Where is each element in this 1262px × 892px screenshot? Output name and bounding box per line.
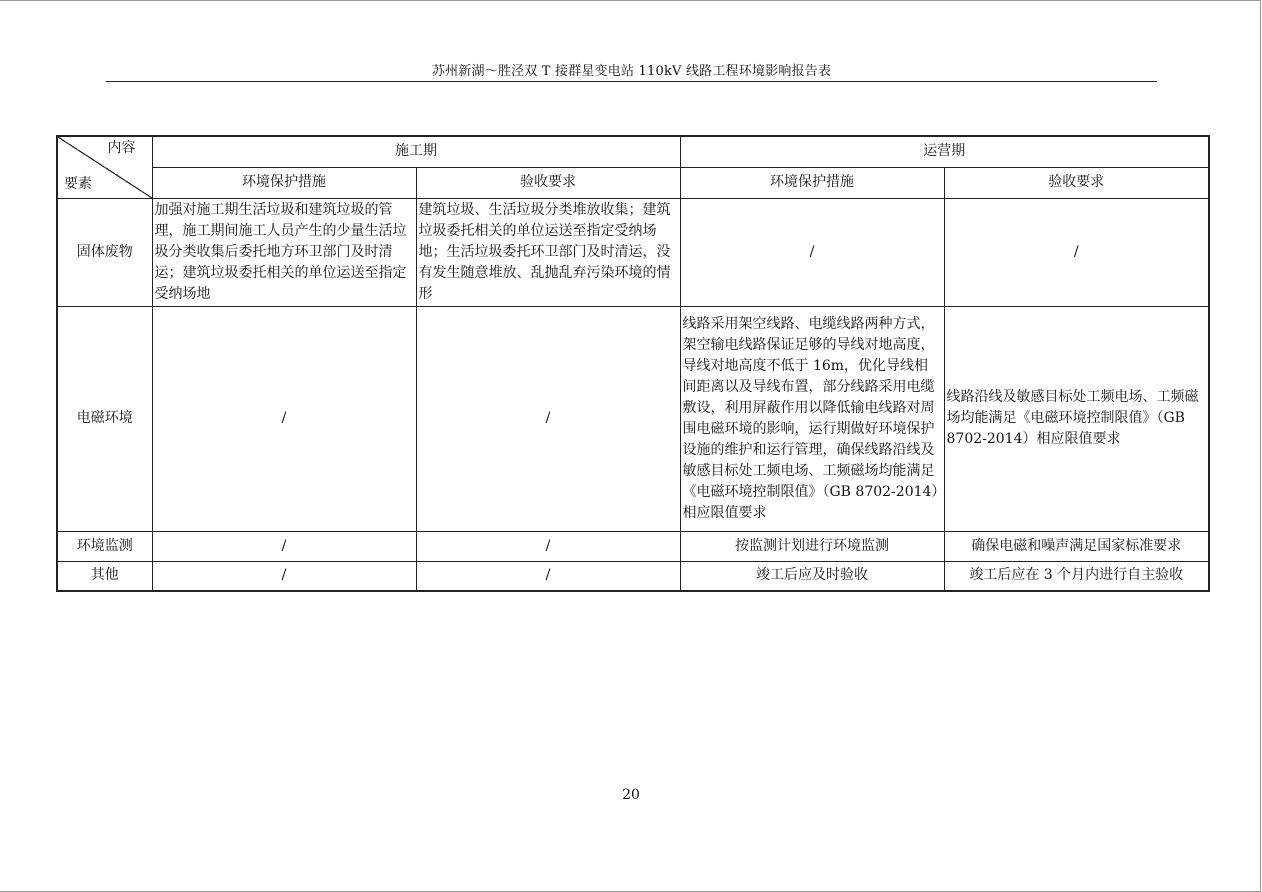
subheader-operation-acceptance: 验收要求 (944, 167, 1209, 198)
table-cell: 线路沿线及敏感目标处工频电场、工频磁场均能满足《电磁环境控制限值》（GB 8702-2014）相应限值要求 (944, 306, 1209, 531)
group-header-operation: 运营期 (680, 136, 1209, 167)
table-cell: 加强对施工期生活垃圾和建筑垃圾的管理，施工期间施工人员产生的少量生活垃圾分类收集后委托地方环卫部门及时清运；建筑垃圾委托相关的单位运送至指定受纳场地 (152, 198, 416, 306)
row-label: 电磁环境 (57, 306, 152, 531)
table-row (57, 561, 1209, 591)
row-label: 固体废物 (57, 198, 152, 306)
table-subheader-row (57, 167, 1209, 198)
subheader-construction-measures: 环境保护措施 (152, 167, 416, 198)
corner-label-content: 内容 (107, 140, 136, 156)
environmental-measures-table (56, 135, 1210, 592)
page-number: 20 (622, 787, 640, 803)
table-cell: / (416, 561, 680, 591)
table-cell: / (152, 561, 416, 591)
table-row (57, 531, 1209, 561)
table-cell: / (152, 531, 416, 561)
table-cell: 竣工后应及时验收 (680, 561, 944, 591)
table-cell: 按监测计划进行环境监测 (680, 531, 944, 561)
row-label: 环境监测 (57, 531, 152, 561)
header-rule (106, 81, 1157, 82)
table-cell: 竣工后应在 3 个月内进行自主验收 (944, 561, 1209, 591)
table-cell: 确保电磁和噪声满足国家标准要求 (944, 531, 1209, 561)
table-header-row (57, 136, 1209, 167)
table-row (57, 306, 1209, 531)
table-cell: / (680, 198, 944, 306)
table-cell: / (416, 531, 680, 561)
corner-diagonal-cell (57, 136, 152, 198)
subheader-operation-measures: 环境保护措施 (680, 167, 944, 198)
table-cell: / (416, 306, 680, 531)
table-cell: 线路采用架空线路、电缆线路两种方式，架空输电线路保证足够的导线对地高度，导线对地高度不低于 16m，优化导线相间距离以及导线布置，部分线路采用电缆敷设，利用屏蔽作用以降低输电线路对周围电磁环境的影响，运行期做好环境保护设施的维护和运行管理，确保线路沿线及敏感目标处工频电场、工频磁场均能满足《电磁环境控制限值》（GB 8702-2014）相应限值要求 (680, 306, 944, 531)
table-row (57, 198, 1209, 306)
running-header: 苏州新湖～胜泾双 T 接群星变电站 110kV 线路工程环境影响报告表 (431, 64, 832, 79)
subheader-construction-acceptance: 验收要求 (416, 167, 680, 198)
corner-label-element: 要素 (64, 175, 92, 192)
group-header-construction: 施工期 (152, 136, 680, 167)
table-cell: 建筑垃圾、生活垃圾分类堆放收集；建筑垃圾委托相关的单位运送至指定受纳场地；生活垃圾委托环卫部门及时清运，没有发生随意堆放、乱抛乱弃污染环境的情形 (416, 198, 680, 306)
row-label: 其他 (57, 561, 152, 591)
table-cell: / (944, 198, 1209, 306)
table-cell: / (152, 306, 416, 531)
